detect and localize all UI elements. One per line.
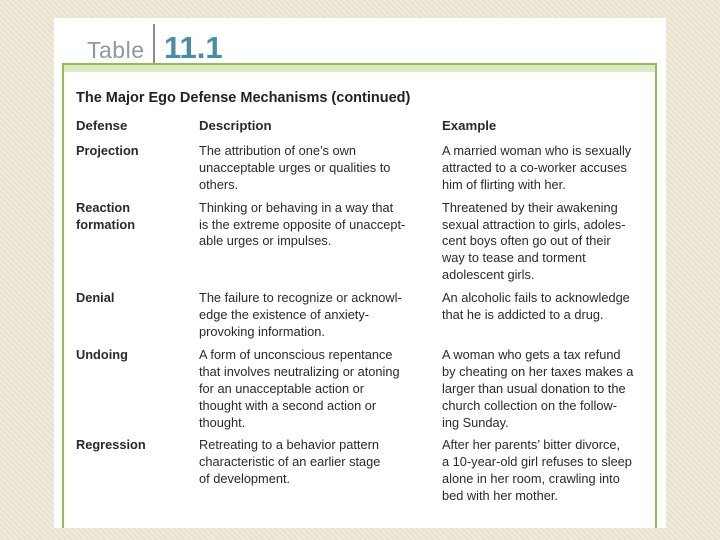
text-line: of development. — [199, 471, 291, 487]
text-line: cent boys often go out of their — [442, 233, 611, 249]
text-line: edge the existence of anxiety- — [199, 307, 370, 323]
table-label: Table — [87, 37, 145, 63]
text-line: that he is addicted to a drug. — [442, 307, 604, 323]
slide — [54, 18, 666, 528]
text-line: ing Sunday. — [442, 414, 509, 430]
text-line: Denial — [76, 290, 115, 306]
text-line: provoking information. — [199, 323, 325, 339]
column-header-example: Example — [442, 118, 497, 133]
description-cell — [199, 290, 442, 347]
table-number: 11.1 — [164, 30, 223, 65]
defense-cell — [76, 200, 199, 291]
text-line: characteristic of an earlier stage — [199, 454, 381, 470]
text-line: bed with her mother. — [442, 488, 558, 504]
text-line: for an unacceptable action or — [199, 380, 365, 396]
text-line: others. — [199, 176, 239, 192]
text-line: thought. — [199, 414, 246, 430]
defense-cell — [76, 143, 199, 200]
text-line: Undoing — [76, 346, 128, 362]
text-line: Threatened by their awakening — [442, 199, 618, 215]
text-line: alone in her room, crawling into — [442, 471, 620, 487]
description-cell — [199, 437, 442, 511]
defense-cell — [76, 347, 199, 438]
text-line: thought with a second action or — [199, 397, 377, 413]
table-frame-band — [64, 65, 655, 72]
text-line: attracted to a co-worker accuses — [442, 159, 627, 175]
defense-cell — [76, 437, 199, 511]
text-line: church collection on the follow- — [442, 397, 617, 413]
defense-cell — [76, 290, 199, 347]
text-line: Projection — [76, 142, 139, 158]
text-line: Regression — [76, 437, 146, 453]
text-line: A married woman who is sexually — [442, 142, 632, 158]
text-line: A form of unconscious repentance — [199, 346, 393, 362]
text-line: unacceptable urges or qualities to — [199, 159, 391, 175]
description-cell — [199, 200, 442, 291]
text-line: able urges or impulses. — [199, 233, 332, 249]
text-line: is the extreme opposite of unaccept- — [199, 216, 406, 232]
example-cell — [442, 290, 651, 347]
description-cell — [199, 347, 442, 438]
defense-table — [76, 118, 651, 511]
text-line: An alcoholic fails to acknowledge — [442, 290, 630, 306]
column-header-description: Description — [199, 118, 272, 133]
text-line: After her parents’ bitter divorce, — [442, 437, 621, 453]
text-line: that involves neutralizing or atoning — [199, 363, 400, 379]
text-line: The failure to recognize or acknowl- — [199, 290, 402, 306]
table-caption: The Major Ego Defense Mechanisms (continued) — [76, 90, 411, 106]
example-cell — [442, 200, 651, 291]
description-cell — [199, 143, 442, 200]
example-cell — [442, 143, 651, 200]
text-line: A woman who gets a tax refund — [442, 346, 621, 362]
text-line: The attribution of one’s own — [199, 142, 356, 158]
text-line: sexual attraction to girls, adoles- — [442, 216, 626, 232]
text-line: Thinking or behaving in a way that — [199, 199, 394, 215]
text-line: larger than usual donation to the — [442, 380, 626, 396]
text-line: Reaction — [76, 199, 131, 215]
text-line: by cheating on her taxes makes a — [442, 363, 634, 379]
text-line: a 10-year-old girl refuses to sleep — [442, 454, 632, 470]
example-cell — [442, 437, 651, 511]
text-line: Retreating to a behavior pattern — [199, 437, 379, 453]
text-line: way to tease and torment — [442, 250, 586, 266]
text-line: him of flirting with her. — [442, 176, 566, 192]
example-cell — [442, 347, 651, 438]
column-header-defense: Defense — [76, 118, 128, 133]
text-line: formation — [76, 216, 136, 232]
text-line: adolescent girls. — [442, 267, 535, 283]
